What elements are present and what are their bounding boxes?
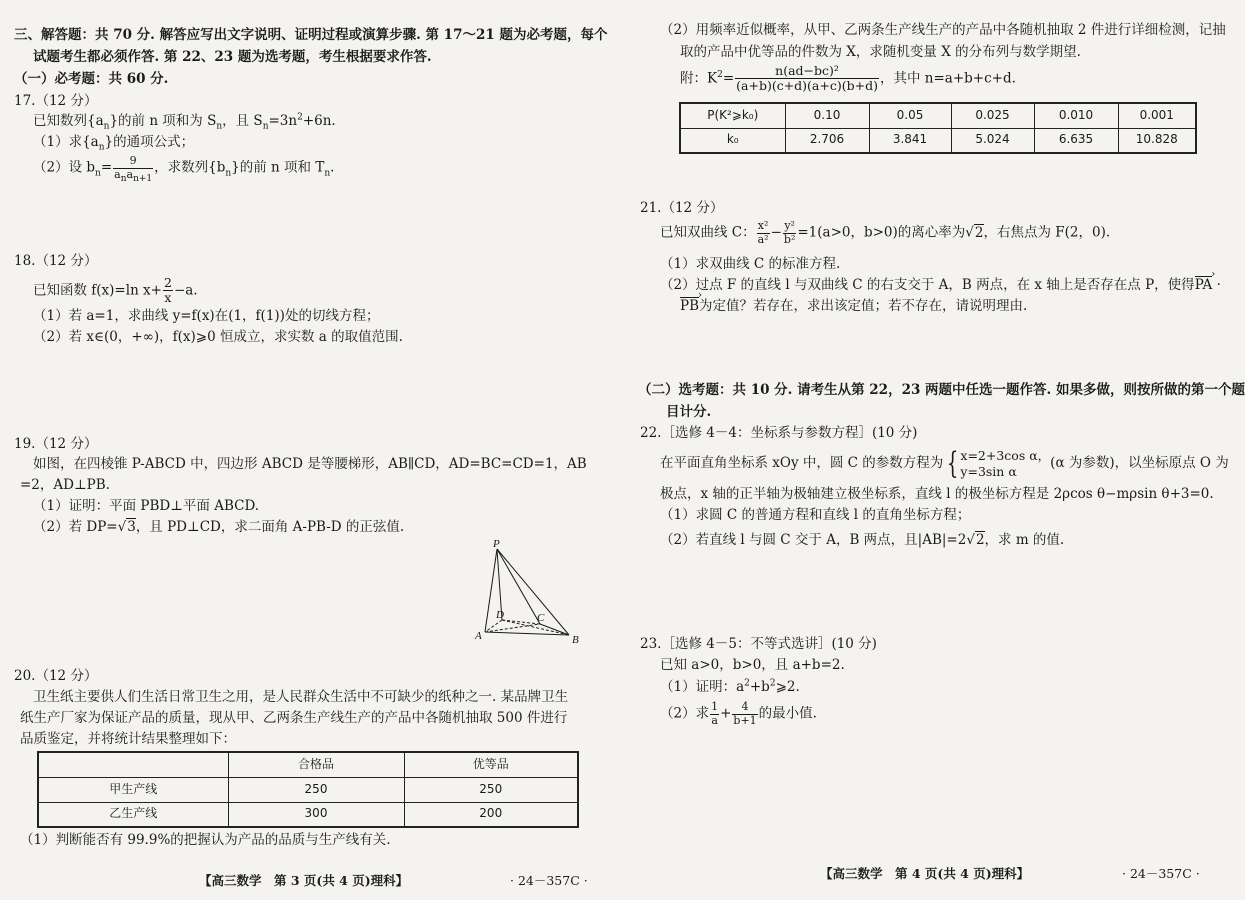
q18-part1: （1）若 a=1，求曲线 y=f(x)在(1，f(1))处的切线方程；: [33, 308, 380, 324]
q17-number: 17.（12 分）: [14, 93, 98, 109]
q22-title: 22.［选修 4－4：坐标系与参数方程］(10 分): [640, 425, 918, 441]
q20-stem-line2: 纸生产厂家为保证产品的质量，现从甲、乙两条生产线生产的产品中各随机抽取 500 件进行: [20, 710, 568, 726]
q19-stem-line1: 如图，在四棱锥 P-ABCD 中，四边形 ABCD 是等腰梯形，AB∥CD，AD=BC=CD=1，AB: [33, 456, 587, 472]
critical-value-table: [679, 102, 1197, 154]
table-header-cell: 合格品: [228, 752, 404, 777]
table-header-row: [38, 752, 578, 777]
label-D: D: [496, 609, 504, 621]
table-cell: 乙生产线: [38, 802, 228, 827]
section3-instructions-line2: 试题考生都必须作答. 第 22、23 题为选考题，考生根据要求作答.: [33, 49, 432, 65]
q22-stem-line2: 极点，x 轴的正半轴为极轴建立极坐标系，直线 l 的极坐标方程是 2ρcos θ−mρsin θ+3=0.: [660, 486, 1214, 502]
label-C: C: [537, 612, 545, 624]
q23-title: 23.［选修 4－5：不等式选讲］(10 分): [640, 636, 877, 652]
q21-part1: （1）求双曲线 C 的标准方程.: [660, 256, 841, 272]
table-cell: k₀: [680, 128, 785, 153]
q20-stem-line3: 品质鉴定，并将统计结果整理如下：: [20, 731, 236, 747]
label-A: A: [475, 630, 482, 642]
q19-number: 19.（12 分）: [14, 436, 98, 452]
q19-part2: （2）若 DP=√3，且 PD⊥CD，求二面角 A-PB-D 的正弦值.: [33, 519, 405, 535]
label-P: P: [493, 538, 500, 550]
q21-part2-line1: （2）过点 F 的直线 l 与双曲线 C 的右支交于 A，B 两点，在 x 轴上是否存在点 P，使得PA › ·: [660, 277, 1221, 295]
q21-stem: 已知双曲线 C： $\frac{\text{x²}}{\text{a²}}$ − $\frac{\text{y²}}{\text{b²}}$ =1(a>0，b>0)的离心率为√2，右焦点为 F(2，0).: [660, 219, 1111, 246]
q20-part2-line1: （2）用频率近似概率，从甲、乙两条生产线生产的产品中各随机抽取 2 件进行详细检测，记抽: [660, 22, 1226, 38]
pyramid-figure: [470, 538, 588, 648]
q21-number: 21.（12 分）: [640, 200, 724, 216]
q20-number: 20.（12 分）: [14, 668, 98, 684]
q18-stem: 已知函数 f(x)=ln x+ $\frac{2}{x}$ −a.: [33, 275, 198, 306]
q17-part1: （1）求$\{a_n\}$的通项公式；: [33, 134, 195, 153]
table-cell: 250: [228, 777, 404, 802]
q20-part2-line2: 取的产品中优等品的件数为 X，求随机变量 X 的分布列与数学期望.: [680, 44, 1081, 60]
page3-footer-code: · 24－357C ·: [510, 873, 588, 888]
label-B: B: [572, 634, 579, 646]
left-page: [0, 0, 608, 900]
part1-header: （一）必考题：共 60 分.: [14, 71, 169, 87]
q19-part1: （1）证明：平面 PBD⊥平面 ABCD.: [33, 498, 260, 514]
q17-part2: （2）设 $b_n=$ $\frac{9}{a_na_{n+1}}$ ，求数列$\{b_n\}$的前 n 项和 $T_n$.: [33, 154, 335, 184]
table-row: [38, 802, 578, 827]
q18-number: 18.（12 分）: [14, 253, 98, 269]
q22-stem-line1: 在平面直角坐标系 xOy 中，圆 C 的参数方程为 { x=2+3cos α， y=3sin α (α 为参数)，以坐标原点 O 为: [660, 445, 1229, 481]
part2-header-line2: 目计分.: [666, 404, 712, 420]
part2-header-line1: （二）选考题：共 10 分. 请考生从第 22，23 两题中任选一题作答. 如果多做，则按所做的第一个题: [638, 382, 1245, 398]
q20-stem-line1: 卫生纸主要供人们生活日常卫生之用，是人民群众生活中不可缺少的纸种之一. 某品牌卫生: [33, 689, 569, 705]
edge-AC: [485, 624, 540, 632]
table-cell: 0.001: [1118, 103, 1196, 128]
table-cell: 3.841: [869, 128, 951, 153]
q23-part1: （1）证明：$a^2+b^2⩾2$.: [660, 678, 800, 695]
q22-part2: （2）若直线 l 与圆 C 交于 A，B 两点，且|AB|=2√2，求 m 的值.: [660, 532, 1065, 548]
q23-part2: （2）求 $\frac{1}{a}$ + $\frac{4}{b+1}$ 的最小值.: [660, 700, 817, 727]
q17-stem: 已知数列$\{a_n\}$的前 n 项和为 $S_n$，且 $S_n=3n^2+6n$.: [33, 112, 336, 132]
table-cell: 0.05: [869, 103, 951, 128]
table-row: [680, 103, 1196, 128]
edge-CD: [502, 620, 540, 624]
q23-stem: 已知 a>0，b>0，且 a+b=2.: [660, 657, 845, 673]
table-cell: 10.828: [1118, 128, 1196, 153]
page3-footer-title: 【高三数学 第 3 页(共 4 页)理科】: [199, 873, 409, 888]
right-page: [618, 0, 1245, 900]
table-cell: 250: [404, 777, 578, 802]
q19-stem-line2: =2，AD⊥PB.: [20, 477, 110, 493]
q21-part2-line2: PB ›为定值？若存在，求出该定值；若不存在，请说明理由.: [680, 298, 1027, 316]
table-cell: P(K²⩾k₀): [680, 103, 785, 128]
page4-footer-title: 【高三数学 第 4 页(共 4 页)理科】: [820, 866, 1030, 881]
table-cell: 5.024: [951, 128, 1034, 153]
table-header-cell: [38, 752, 228, 777]
q18-part2: （2）若 x∈(0，+∞)，f(x)⩾0 恒成立，求实数 a 的取值范围.: [33, 329, 403, 345]
edge-PB: [497, 549, 569, 635]
table-cell: 6.635: [1034, 128, 1118, 153]
table-cell: 甲生产线: [38, 777, 228, 802]
table-cell: 300: [228, 802, 404, 827]
edge-DA: [485, 620, 502, 632]
table-row: [680, 128, 1196, 153]
section3-instructions-line1: 三、解答题：共 70 分. 解答应写出文字说明、证明过程或演算步骤. 第 17～21 题为必考题，每个: [14, 27, 608, 43]
table-row: [38, 777, 578, 802]
q20-quality-table: [37, 751, 579, 828]
table-cell: 200: [404, 802, 578, 827]
table-cell: 0.10: [785, 103, 869, 128]
chi-square-formula: 附：$K^2=$ $\frac{\text{n(ad−bc)²}}{(a+b)(c+d)(a+c)(b+d)}$ ，其中 n=a+b+c+d.: [680, 63, 1016, 94]
table-cell: 0.010: [1034, 103, 1118, 128]
table-cell: 2.706: [785, 128, 869, 153]
q20-part1: （1）判断能否有 99.9%的把握认为产品的品质与生产线有关.: [20, 832, 391, 848]
table-header-cell: 优等品: [404, 752, 578, 777]
table-cell: 0.025: [951, 103, 1034, 128]
page4-footer-code: · 24－357C ·: [1122, 866, 1200, 881]
q22-part1: （1）求圆 C 的普通方程和直线 l 的直角坐标方程；: [660, 507, 971, 523]
